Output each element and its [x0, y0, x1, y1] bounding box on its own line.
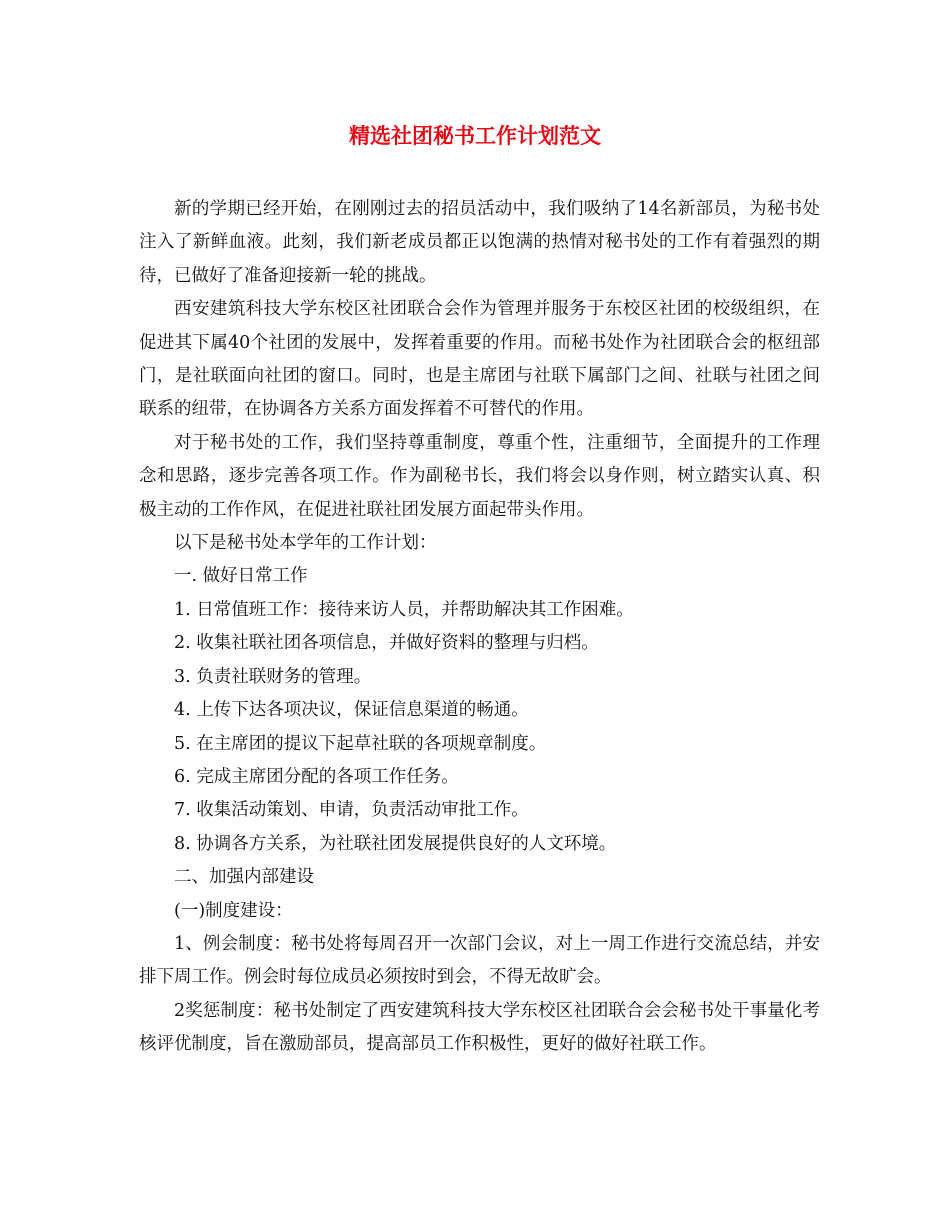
section-heading-internal-building: 二、加强内部建设: [174, 867, 314, 888]
meeting-system-paragraph: 1、例会制度：秘书处将每周召开一次部门会议，对上一周工作进行交流总结，并安排下周工作。例会时每位成员必须按时到会，不得无故旷会。: [139, 933, 820, 988]
list-item: 8. 协调各方关系，为社联社团发展提供良好的人文环境。: [174, 833, 617, 854]
list-item: 1. 日常值班工作：接待来访人员，并帮助解决其工作困难。: [174, 599, 634, 620]
work-principles-paragraph: 对于秘书处的工作，我们坚持尊重制度，尊重个性，注重细节，全面提升的工作理念和思路，逐步完善各项工作。作为副秘书长，我们将会以身作则，树立踏实认真、积极主动的工作作风，在促进社联社团发展方面起带头作用。: [139, 432, 820, 520]
intro-paragraph: 新的学期已经开始，在刚刚过去的招员活动中，我们吸纳了14名新部员，为秘书处注入了新鲜血液。此刻，我们新老成员都正以饱满的热情对秘书处的工作有着强烈的期待，已做好了准备迎接新一轮的挑战。: [139, 199, 820, 286]
plan-intro-line: 以下是秘书处本学年的工作计划：: [174, 533, 437, 554]
list-item: 7. 收集活动策划、申请，负责活动审批工作。: [174, 800, 529, 821]
document-body: [139, 193, 820, 1062]
organization-paragraph: 西安建筑科技大学东校区社团联合会作为管理并服务于东校区社团的校级组织，在促进其下属40个社团的发展中，发挥着重要的作用。而秘书处作为社团联合会的枢纽部门，是社联面向社团的窗口。同时，也是主席团与社联下属部门之间、社联与社团之间联系的纽带，在协调各方关系方面发挥着不可替代的作用。: [139, 299, 820, 420]
list-item: 4. 上传下达各项决议，保证信息渠道的畅通。: [174, 700, 529, 721]
section-heading-daily-work: 一. 做好日常工作: [174, 566, 308, 587]
list-item: 3. 负责社联财务的管理。: [174, 666, 372, 687]
list-item: 5. 在主席团的提议下起草社联的各项规章制度。: [174, 733, 547, 754]
document-title: 精选社团秘书工作计划范文: [349, 123, 601, 148]
list-item: 2. 收集社联社团各项信息，并做好资料的整理与归档。: [174, 633, 599, 654]
reward-system-paragraph: 2奖惩制度：秘书处制定了西安建筑科技大学东校区社团联合会会秘书处干事量化考核评优制度，旨在激励部员，提高部员工作积极性，更好的做好社联工作。: [139, 1000, 820, 1055]
list-item: 6. 完成主席团分配的各项工作任务。: [174, 766, 459, 787]
subsection-heading-institutions: (一)制度建设：: [174, 900, 293, 921]
